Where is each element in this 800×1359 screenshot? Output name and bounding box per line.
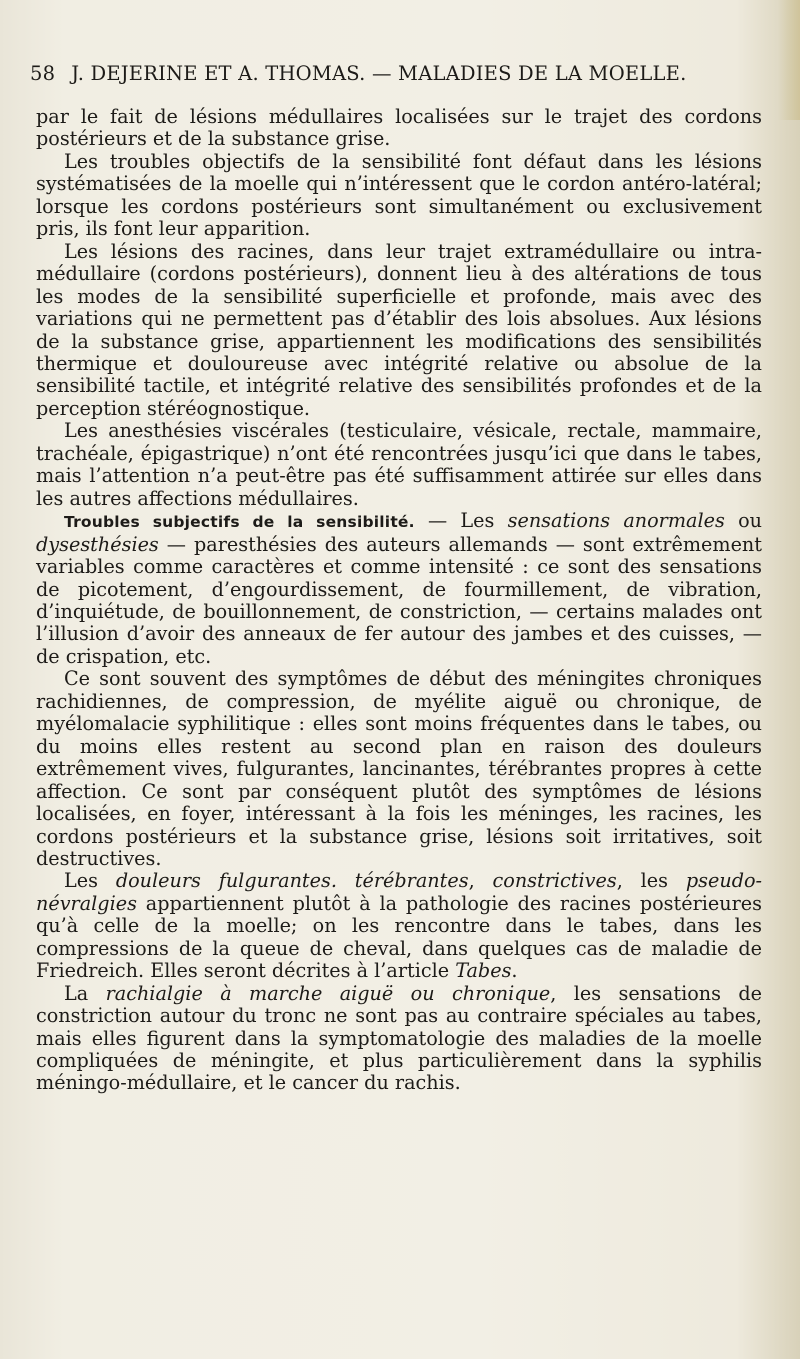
paragraph-2: Les troubles objectifs de la sensibilité font défaut dans les lésions systématisées de la moelle qui n’intéressent que le cordon antéro-latéral; lorsque les cordons postérieurs sont simultanément ou exclusivement pris, ils font leur apparition. (36, 149, 762, 241)
paragraph-1: par le fait de lésions médullaires localisées sur le trajet des cordons postérieurs et de la substance grise. (36, 105, 762, 151)
running-header (30, 62, 770, 85)
paragraph-4: Les anesthésies viscérales (testiculaire, vésicale, rectale, mammaire, trachéale, épigastrique) n’ont été rencontrées jusqu’ici que dans le tabes, mais l’attention n’a peut-être pas été suffisamment attirée sur elles dans les autres affections médullaires. (36, 419, 762, 510)
page-edge-stain (778, 0, 800, 120)
paragraph-6: Ce sont souvent des symptômes de début des méningites chroniques rachidiennes, de compression, de myélite aiguë ou chronique, de myélomalacie syphilitique : elles sont moins fréquentes dans le tabes, ou du moins elles restent au second plan en raison des douleurs extrêmement vives, fulgurantes, lancinantes, térébrantes propres à cette affection. Ce sont par conséquent plutôt des symptômes de lésions localisées, en foyer, intéressant à la fois les méninges, les racines, les cordons postérieurs et la substance grise, lésions soit irritatives, soit destructives. (36, 667, 762, 870)
page-number: 58 (30, 62, 56, 85)
paragraph-8: La rachialgie à marche aiguë ou chronique, les sensations de constriction autour du tronc ne sont pas au contraire spéciales au tabes, mais elles figurent dans la symptomatologie des maladies de la moelle compliquées de méningite, et plus particulièrement dans la syphilis méningo-médullaire, et le cancer du rachis. (36, 981, 763, 1095)
running-title: J. DEJERINE ET A. THOMAS. — MALADIES DE LA MOELLE. (71, 62, 687, 85)
page-body (36, 106, 762, 1095)
paragraph-7: Les douleurs fulgurantes. térébrantes, constrictives, les pseudo-névralgies appartiennent plutôt à la pathologie des racines postérieures qu’à celle de la moelle; on les rencontre dans le tabes, dans les compressions de la queue de cheval, dans quelques cas de maladie de Friedreich. Elles seront décrites à l’article Tabes. (36, 869, 763, 983)
section-heading: Troubles subjectifs de la sensibilité. (64, 513, 415, 532)
paragraph-3: Les lésions des racines, dans leur trajet extramédullaire ou intra-médullaire (cordons postérieurs), donnent lieu à des altérations de tous les modes de la sensibilité superficielle et profonde, mais avec des variations qui ne permettent pas d’établir des lois absolues. Aux lésions de la substance grise, appartiennent les modifications des sensibilités thermique et douloureuse avec intégrité relative ou absolue de la sensibilité tactile, et intégrité relative des sensibilités profondes et de la perception stéréognostique. (36, 239, 762, 420)
paragraph-5: Troubles subjectifs de la sensibilité. — Les sensations anormales ou dysesthésies — paresthésies des auteurs allemands — sont extrêmement variables comme caractères et comme intensité : ce sont des sensations de picotement, d’engourdissement, de fourmillement, de vibration, d’inquiétude, de bouillonnement, de constriction, — certains malades ont l’illusion d’avoir des anneaux de fer autour des jambes et des cuisses, — de crispation, etc. (36, 509, 762, 668)
